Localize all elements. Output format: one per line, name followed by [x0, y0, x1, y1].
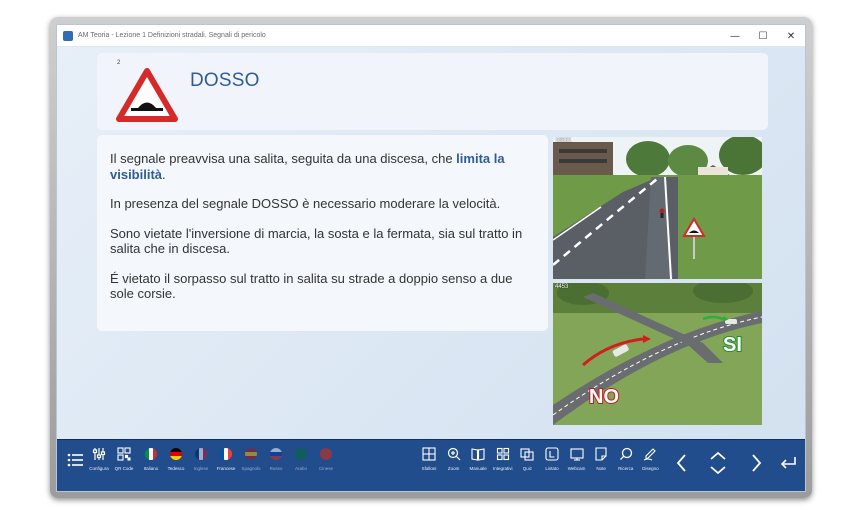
return-icon: [779, 455, 797, 471]
language-arabo-button[interactable]: [287, 446, 315, 471]
highlight-visibility: limita la visibilità: [110, 151, 505, 182]
qr-code-button[interactable]: [110, 446, 138, 471]
previous-button[interactable]: [669, 448, 695, 478]
language-label: Arabo: [294, 466, 307, 471]
title-bar: [57, 25, 805, 47]
language-label: Inglese: [193, 466, 209, 471]
slide-title: DOSSO: [190, 70, 260, 91]
bottom-toolbar: [57, 439, 806, 491]
grid-icon: [421, 446, 437, 462]
photo-number: 4453: [555, 284, 569, 290]
language-tedesco-button[interactable]: [162, 446, 190, 471]
listato-label: Listato: [545, 466, 559, 471]
language-label: Tedesco: [167, 466, 185, 471]
quiz-label: Quiz: [522, 466, 533, 471]
slide-number: 2: [117, 60, 121, 66]
overtaking-illustration: [553, 283, 762, 425]
quiz-icon: [519, 446, 535, 462]
list-menu-icon: [67, 452, 83, 468]
language-label: Cinese: [318, 466, 333, 471]
overtaking-photo: [553, 283, 762, 425]
language-inglese-button[interactable]: [187, 446, 215, 471]
app-window: [56, 24, 806, 492]
flag-italiano-icon: [145, 448, 157, 460]
disegno-label: Disegno: [642, 466, 659, 471]
chevron-up-down-icon: [709, 450, 727, 476]
note-label: Note: [596, 466, 606, 471]
webcam-icon: [569, 446, 585, 462]
close-button[interactable]: ✕: [786, 30, 796, 42]
flag-arabo-icon: [295, 448, 307, 460]
disegno-button[interactable]: [636, 446, 664, 471]
language-italiano-button[interactable]: [137, 446, 165, 471]
zoom-label: Zoom: [447, 466, 460, 471]
return-button[interactable]: [775, 448, 801, 478]
photo-number: 10531: [555, 138, 572, 144]
manuale-label: Manuale: [469, 466, 487, 471]
slide-text-card: [97, 135, 548, 331]
slide-area: [57, 47, 806, 439]
language-russo-button[interactable]: [262, 446, 290, 471]
paragraph-speed: In presenza del segnale DOSSO è necessario moderare la velocità.: [110, 196, 501, 211]
listato-icon: [544, 446, 560, 462]
next-button[interactable]: [743, 448, 769, 478]
road-bump-photo: [553, 137, 762, 279]
ricerca-label: Ricerca: [618, 466, 634, 471]
language-spagnolo-button[interactable]: [237, 446, 265, 471]
minimize-button[interactable]: —: [730, 30, 740, 42]
search-icon: [618, 446, 634, 462]
flag-francese-icon: [220, 448, 232, 460]
integrativi-label: Integrativi: [493, 466, 513, 471]
chevron-left-icon: [675, 453, 689, 473]
zoom-icon: [446, 446, 462, 462]
expand-button[interactable]: [705, 448, 731, 478]
language-label: Spagnolo: [241, 466, 261, 471]
qr-code-icon: [116, 446, 132, 462]
no-label: NO: [589, 386, 619, 408]
road-hill-illustration: [553, 137, 762, 279]
paragraph-visibility: Il segnale preavvisa una salita, seguita da una discesa, che limita la visibilità.: [110, 151, 505, 182]
flag-spagnolo-icon: [245, 448, 257, 460]
language-label: Russo: [269, 466, 283, 471]
language-label: Italiano: [143, 466, 159, 471]
language-label: Francese: [216, 466, 236, 471]
qr-code-label: QR Code: [114, 466, 134, 471]
paragraph-prohibitions: Sono vietate l'inversione di marcia, la sosta e la fermata, sia sul tratto in salita che in discesa.: [110, 225, 523, 256]
chevron-right-icon: [749, 453, 763, 473]
flag-inglese-icon: [195, 448, 207, 460]
pen-icon: [642, 446, 658, 462]
maximize-button[interactable]: ☐: [758, 30, 768, 42]
language-francese-button[interactable]: [212, 446, 240, 471]
configura-label: Configura: [89, 466, 109, 471]
configura-button[interactable]: [85, 446, 113, 471]
flag-cinese-icon: [320, 448, 332, 460]
flag-russo-icon: [270, 448, 282, 460]
sliders-icon: [91, 446, 107, 462]
sfalloni-label: Sfalloni: [421, 466, 437, 471]
window-title: AM Teoria - Lezione 1 Definizioni stradali. Segnali di pericolo: [78, 32, 266, 39]
language-cinese-button[interactable]: [312, 446, 340, 471]
flag-tedesco-icon: [170, 448, 182, 460]
paragraph-overtaking: É vietato il sorpasso sul tratto in salita su strade a doppio senso a due sole corsie.: [110, 270, 513, 301]
book-icon: [470, 446, 486, 462]
si-label: SI: [723, 334, 742, 356]
webcam-label: Webcam: [567, 466, 586, 471]
slide-header: [97, 53, 768, 130]
note-icon: [593, 446, 609, 462]
app-logo-icon: [63, 31, 73, 41]
puzzle-icon: [495, 446, 511, 462]
speed-bump-sign-icon: [115, 67, 179, 123]
